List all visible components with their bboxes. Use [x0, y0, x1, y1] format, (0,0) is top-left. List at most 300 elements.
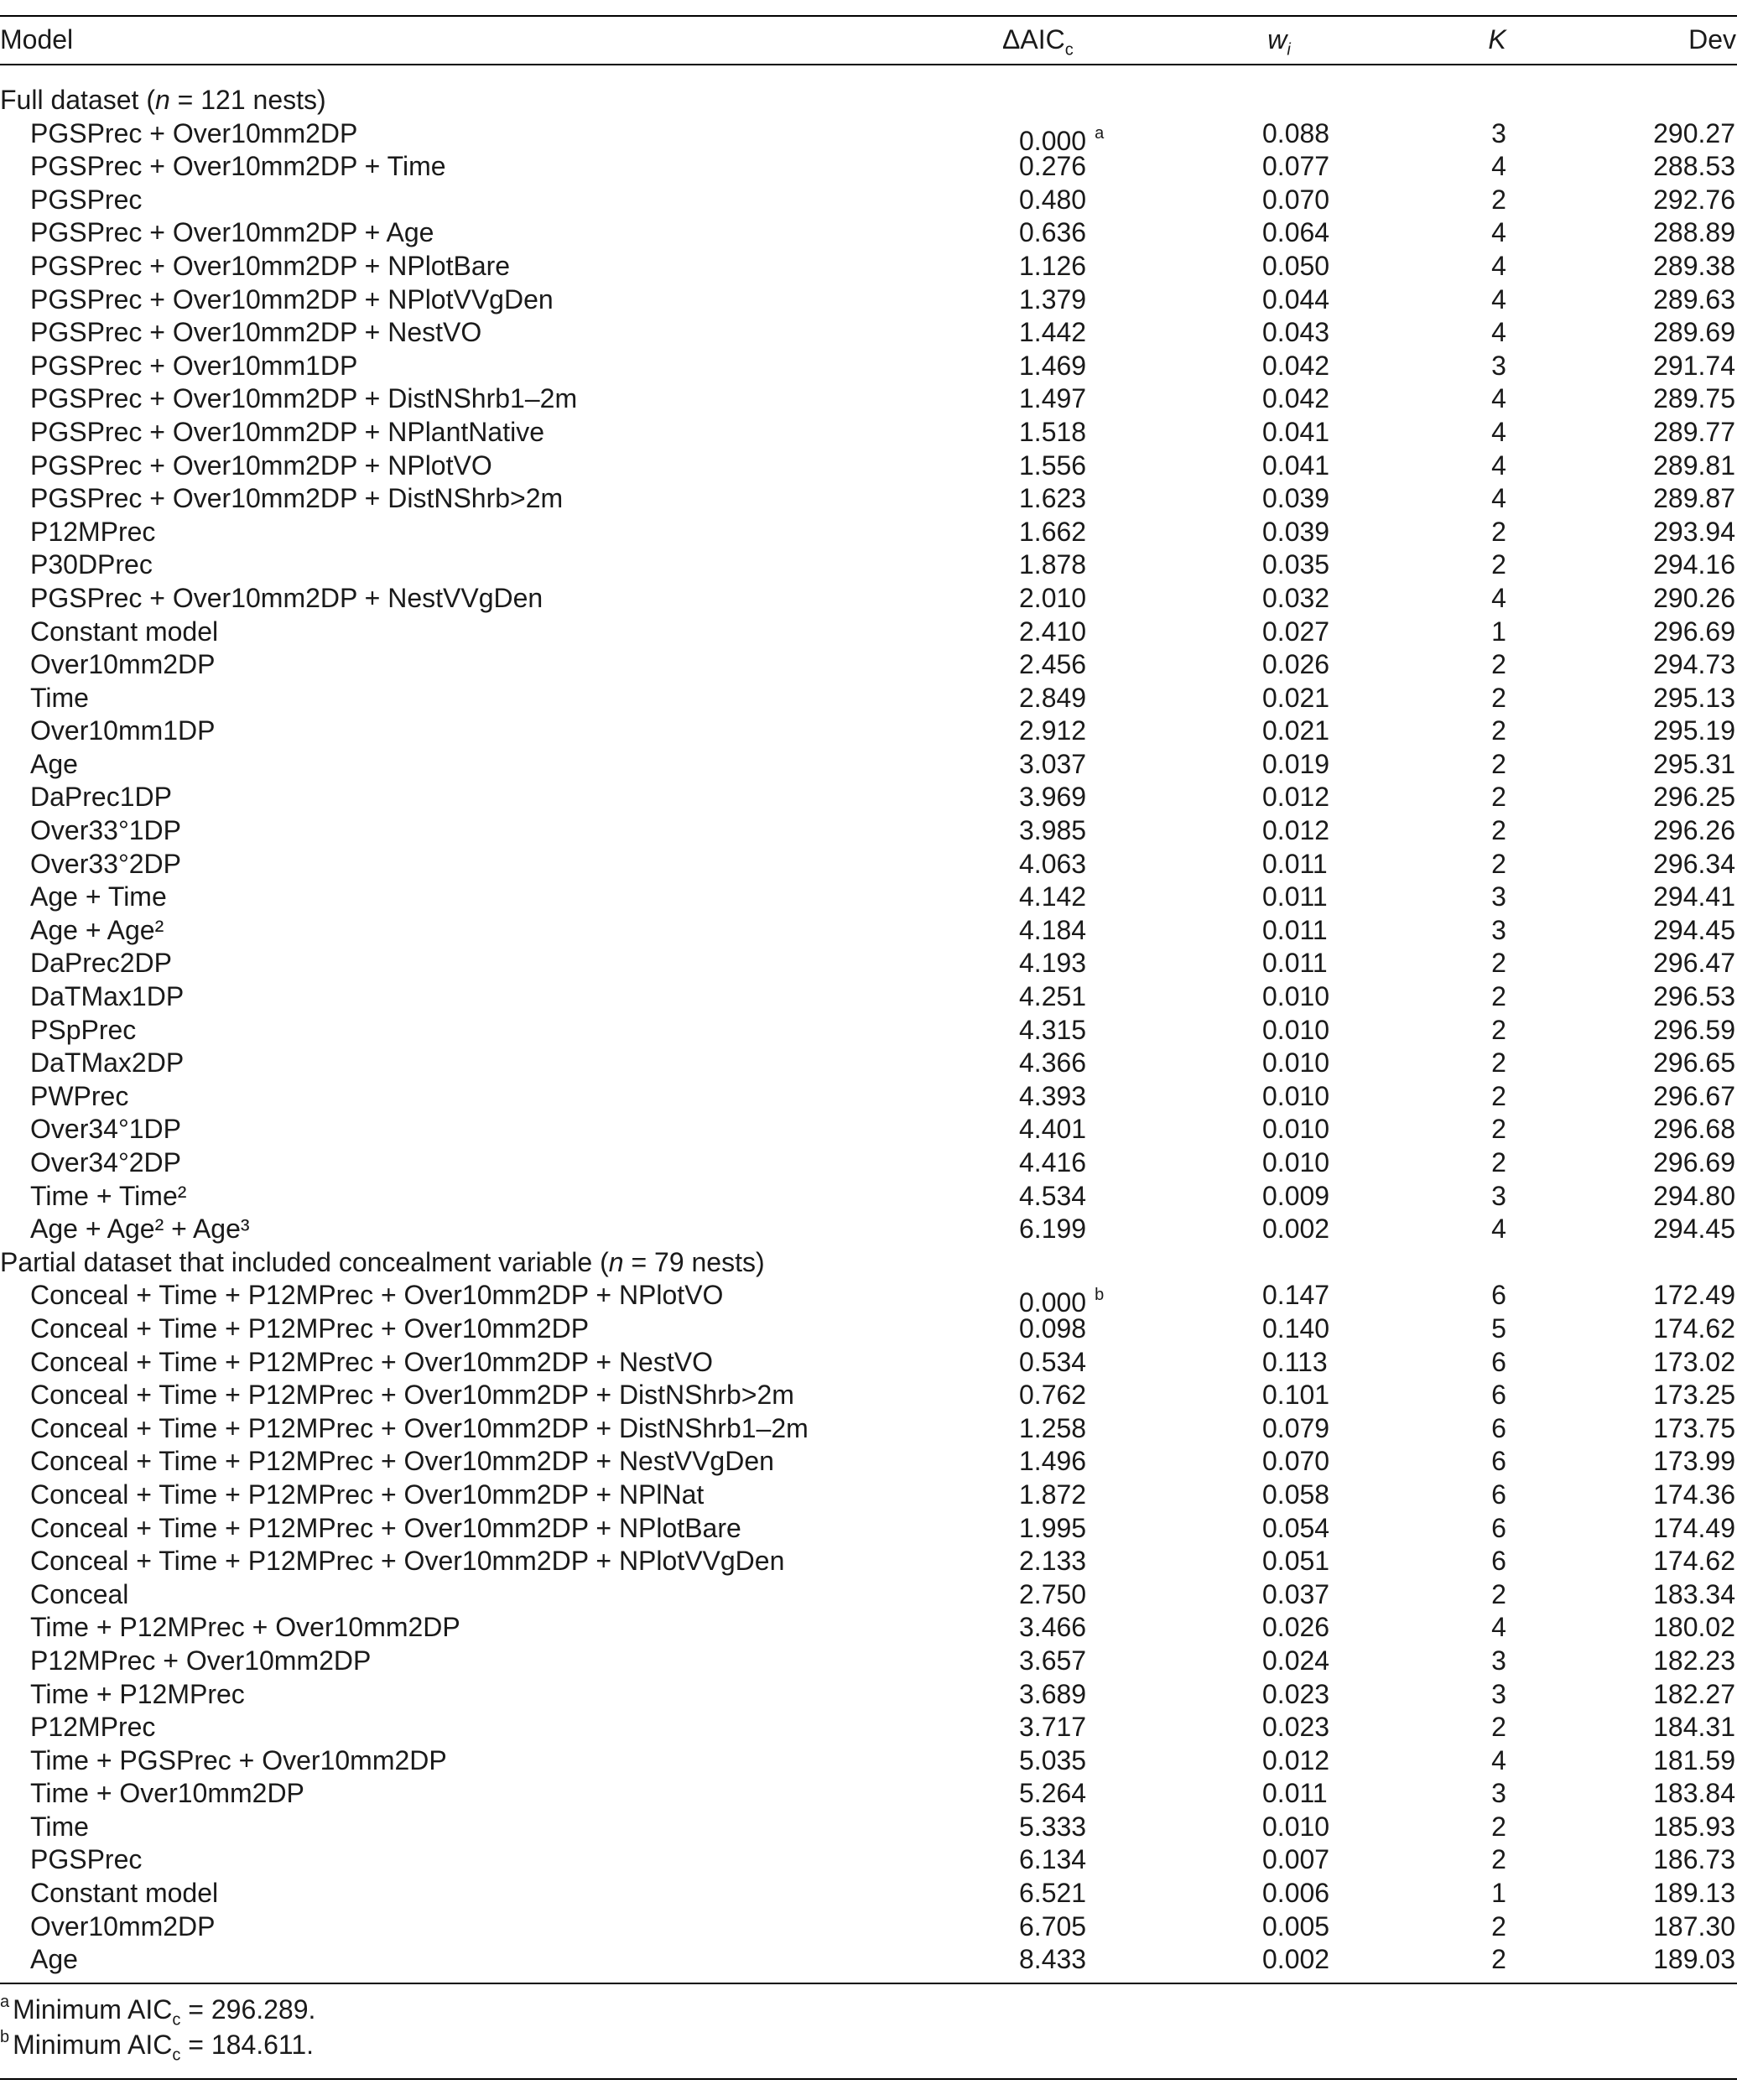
weight-cell — [1262, 1346, 1329, 1380]
header-dev: Dev — [1688, 24, 1736, 55]
weight-cell — [1262, 648, 1329, 682]
footnote-a — [0, 1993, 316, 2030]
deviance-cell-text: 173.99 — [1653, 1446, 1735, 1477]
table-row — [0, 382, 1737, 416]
deviance-cell — [1594, 1080, 1735, 1114]
weight-cell-text: 0.044 — [1262, 283, 1330, 314]
k-cell — [1486, 316, 1511, 350]
delta-aicc-cell — [1019, 382, 1145, 416]
deviance-cell-text: 293.94 — [1653, 516, 1735, 547]
table-row — [0, 980, 1737, 1014]
delta-aicc-cell-text: 1.556 — [1019, 450, 1087, 481]
weight-cell-text: 0.010 — [1262, 1080, 1330, 1111]
model-cell — [30, 1777, 304, 1811]
k-cell — [1486, 416, 1511, 450]
weight-cell-text: 0.039 — [1262, 483, 1330, 514]
delta-aicc-cell — [1019, 482, 1145, 516]
weight-cell — [1262, 548, 1329, 582]
weight-cell — [1262, 1312, 1329, 1346]
section-label-n: n — [154, 85, 170, 115]
weight-cell-text: 0.050 — [1262, 250, 1330, 281]
table-row — [0, 1843, 1737, 1877]
delta-aicc-cell-text: 1.623 — [1019, 483, 1087, 514]
k-cell-text: 2 — [1491, 1811, 1506, 1842]
delta-aicc-cell-text: 1.497 — [1019, 383, 1087, 414]
deviance-cell — [1594, 1578, 1735, 1612]
weight-cell — [1262, 450, 1329, 483]
deviance-cell-text: 296.53 — [1653, 981, 1735, 1012]
k-cell — [1486, 1113, 1511, 1146]
model-cell-text: PGSPrec — [30, 184, 143, 215]
model-cell-text: Conceal + Time + P12MPrec + Over10mm2DP + NPlotVVgDen — [30, 1546, 785, 1577]
delta-aicc-cell — [1019, 1445, 1145, 1479]
model-cell — [30, 283, 554, 317]
weight-cell — [1262, 682, 1329, 715]
k-cell — [1486, 748, 1511, 782]
header-k: K — [1488, 24, 1506, 55]
model-cell — [30, 616, 218, 649]
delta-aicc-cell — [1019, 1877, 1145, 1910]
table-row — [0, 416, 1737, 450]
k-cell-text: 6 — [1491, 1280, 1506, 1311]
model-cell-text: PGSPrec + Over10mm2DP + Age — [30, 217, 434, 248]
model-cell — [30, 881, 167, 914]
delta-aicc-cell-text: 0.534 — [1019, 1346, 1087, 1377]
delta-aicc-cell — [1019, 1213, 1145, 1246]
deviance-cell-text: 289.63 — [1653, 283, 1735, 314]
model-cell — [30, 748, 78, 782]
k-cell — [1486, 1910, 1511, 1944]
model-cell — [30, 1645, 371, 1678]
model-cell-text: Time + Time² — [30, 1180, 187, 1211]
k-cell — [1486, 216, 1511, 250]
delta-aicc-cell-text: 4.142 — [1019, 881, 1087, 912]
weight-cell — [1262, 350, 1329, 383]
k-cell — [1486, 616, 1511, 649]
deviance-cell — [1594, 1146, 1735, 1180]
delta-aicc-cell — [1019, 1146, 1145, 1180]
k-cell-text: 4 — [1491, 151, 1506, 182]
weight-cell-text: 0.054 — [1262, 1512, 1330, 1543]
table-row — [0, 1910, 1737, 1944]
k-cell-text: 2 — [1491, 1114, 1506, 1145]
model-cell-text: Time + Over10mm2DP — [30, 1778, 304, 1809]
deviance-cell-text: 185.93 — [1653, 1811, 1735, 1842]
model-cell-text: Over33°1DP — [30, 815, 181, 846]
model-cell — [30, 184, 142, 217]
table-body — [0, 84, 1737, 1977]
deviance-cell — [1594, 1113, 1735, 1146]
weight-cell-text: 0.012 — [1262, 815, 1330, 846]
deviance-cell — [1594, 1279, 1735, 1312]
k-cell-text: 2 — [1491, 748, 1506, 779]
delta-aicc-cell — [1019, 582, 1145, 616]
model-cell — [30, 914, 164, 948]
model-cell — [30, 1877, 218, 1910]
section-label — [0, 1246, 765, 1280]
deviance-cell — [1594, 382, 1735, 416]
table-row — [0, 1412, 1737, 1446]
weight-cell-text: 0.011 — [1262, 848, 1328, 879]
k-cell-text: 2 — [1491, 848, 1506, 879]
k-cell-text: 3 — [1491, 1778, 1506, 1809]
delta-aicc-cell-text: 0.276 — [1019, 151, 1087, 182]
weight-cell — [1262, 283, 1329, 317]
k-cell-text: 6 — [1491, 1346, 1506, 1377]
deviance-cell-text: 295.31 — [1653, 748, 1735, 779]
delta-aicc-cell — [1019, 1843, 1145, 1877]
table-row — [0, 250, 1737, 283]
deviance-cell — [1594, 682, 1735, 715]
delta-aicc-cell — [1019, 1080, 1145, 1114]
k-cell — [1486, 1843, 1511, 1877]
model-cell — [30, 848, 181, 881]
deviance-cell — [1594, 1512, 1735, 1546]
k-cell-text: 2 — [1491, 1578, 1506, 1609]
k-cell-text: 4 — [1491, 1744, 1506, 1775]
deviance-cell-text: 288.89 — [1653, 217, 1735, 248]
weight-cell-text: 0.006 — [1262, 1878, 1330, 1909]
model-cell-text: Age — [30, 748, 78, 779]
k-cell — [1486, 1279, 1511, 1312]
table-row — [0, 1645, 1737, 1678]
model-cell — [30, 1479, 704, 1512]
weight-cell-text: 0.023 — [1262, 1678, 1330, 1709]
model-cell-text: Time — [30, 682, 89, 713]
k-cell-text: 4 — [1491, 416, 1506, 447]
delta-aicc-cell-text: 2.456 — [1019, 649, 1087, 680]
footnote-a-mark: a — [0, 1993, 10, 2011]
deviance-cell-text: 173.02 — [1653, 1346, 1735, 1377]
k-cell — [1486, 914, 1511, 948]
k-cell — [1486, 1611, 1511, 1645]
k-cell — [1486, 150, 1511, 184]
table-row — [0, 947, 1737, 980]
weight-cell — [1262, 1744, 1329, 1778]
delta-aicc-cell — [1019, 1910, 1145, 1944]
deviance-cell — [1594, 1611, 1735, 1645]
deviance-cell — [1594, 582, 1735, 616]
section-header-row — [0, 1246, 1737, 1280]
model-cell — [30, 1080, 128, 1114]
deviance-cell-text: 183.84 — [1653, 1778, 1735, 1809]
deviance-cell — [1594, 848, 1735, 881]
footnote-marker: b — [1095, 1286, 1105, 1305]
deviance-cell — [1594, 482, 1735, 516]
weight-cell-text: 0.010 — [1262, 1014, 1330, 1045]
delta-aicc-cell — [1019, 416, 1145, 450]
deviance-cell-text: 290.27 — [1653, 117, 1735, 148]
k-cell-text: 4 — [1491, 217, 1506, 248]
delta-aicc-cell-text: 5.333 — [1019, 1811, 1087, 1842]
weight-cell — [1262, 1279, 1329, 1312]
deviance-cell — [1594, 150, 1735, 184]
k-cell-text: 2 — [1491, 815, 1506, 846]
k-cell-text: 4 — [1491, 483, 1506, 514]
delta-aicc-cell — [1019, 1312, 1145, 1346]
weight-cell-text: 0.041 — [1262, 450, 1330, 481]
deviance-cell — [1594, 1445, 1735, 1479]
delta-aicc-cell — [1019, 1645, 1145, 1678]
table-row — [0, 1080, 1737, 1114]
k-cell-text: 6 — [1491, 1412, 1506, 1443]
delta-aicc-cell-text: 1.518 — [1019, 416, 1087, 447]
deviance-cell-text: 296.69 — [1653, 616, 1735, 647]
deviance-cell-text: 289.87 — [1653, 483, 1735, 514]
model-cell-text: Age + Time — [30, 881, 167, 912]
model-cell-text: P30DPrec — [30, 549, 153, 580]
model-cell — [30, 1346, 713, 1380]
model-cell — [30, 482, 563, 516]
model-cell — [30, 1578, 128, 1612]
deviance-cell — [1594, 1379, 1735, 1412]
weight-cell-text: 0.140 — [1262, 1312, 1330, 1344]
weight-cell-text: 0.070 — [1262, 1446, 1330, 1477]
k-cell-text: 4 — [1491, 383, 1506, 414]
model-cell — [30, 216, 434, 250]
delta-aicc-cell-text: 1.995 — [1019, 1512, 1087, 1543]
model-cell-text: Over10mm2DP — [30, 1910, 216, 1941]
k-cell — [1486, 1578, 1511, 1612]
table-row — [0, 1711, 1737, 1744]
delta-aicc-cell-text: 5.264 — [1019, 1778, 1087, 1809]
k-cell — [1486, 1512, 1511, 1546]
k-cell — [1486, 482, 1511, 516]
weight-cell-text: 0.026 — [1262, 649, 1330, 680]
deviance-cell — [1594, 1180, 1735, 1214]
table-row — [0, 450, 1737, 483]
model-cell-text: Time + P12MPrec + Over10mm2DP — [30, 1612, 460, 1643]
delta-aicc-cell — [1019, 1678, 1145, 1712]
header-wi — [1254, 20, 1304, 59]
delta-aicc-cell — [1019, 250, 1145, 283]
deviance-cell-text: 182.23 — [1653, 1645, 1735, 1676]
deviance-cell — [1594, 1014, 1735, 1047]
footnote-b-mark: b — [0, 2028, 10, 2046]
delta-aicc-cell — [1019, 980, 1145, 1014]
model-cell — [30, 715, 216, 748]
delta-aicc-cell-text: 1.469 — [1019, 350, 1087, 381]
deviance-cell-text: 294.41 — [1653, 881, 1735, 912]
weight-cell-text: 0.011 — [1262, 948, 1328, 979]
model-cell-text: PWPrec — [30, 1080, 129, 1111]
header-rule — [0, 64, 1737, 65]
weight-cell — [1262, 814, 1329, 848]
k-cell-text: 3 — [1491, 117, 1506, 148]
k-cell — [1486, 1711, 1511, 1744]
k-cell — [1486, 1479, 1511, 1512]
weight-cell-text: 0.026 — [1262, 1612, 1330, 1643]
k-cell — [1486, 814, 1511, 848]
deviance-cell — [1594, 1943, 1735, 1977]
table-row — [0, 482, 1737, 516]
delta-aicc-cell-text: 6.705 — [1019, 1910, 1087, 1941]
weight-cell — [1262, 1047, 1329, 1080]
weight-cell — [1262, 616, 1329, 649]
k-cell-text: 2 — [1491, 1712, 1506, 1743]
k-cell — [1486, 881, 1511, 914]
model-cell — [30, 1512, 741, 1546]
deviance-cell-text: 180.02 — [1653, 1612, 1735, 1643]
delta-aicc-cell-text: 8.433 — [1019, 1944, 1087, 1975]
deviance-cell-text: 184.31 — [1653, 1712, 1735, 1743]
header-delta-aicc-sub: c — [1064, 40, 1074, 60]
header-wi-text: w — [1267, 24, 1287, 55]
weight-cell — [1262, 1512, 1329, 1546]
weight-cell-text: 0.010 — [1262, 1114, 1330, 1145]
k-cell-text: 2 — [1491, 649, 1506, 680]
deviance-cell-text: 294.73 — [1653, 649, 1735, 680]
deviance-cell — [1594, 516, 1735, 549]
k-cell-text: 4 — [1491, 250, 1506, 281]
deviance-cell-text: 288.53 — [1653, 151, 1735, 182]
weight-cell — [1262, 1213, 1329, 1246]
delta-aicc-cell-text: 3.969 — [1019, 782, 1087, 813]
k-cell — [1486, 1811, 1511, 1844]
deviance-cell-text: 186.73 — [1653, 1844, 1735, 1875]
k-cell-text: 1 — [1491, 616, 1506, 647]
k-cell — [1486, 1545, 1511, 1578]
weight-cell — [1262, 781, 1329, 814]
table-row — [0, 1014, 1737, 1047]
deviance-cell — [1594, 1346, 1735, 1380]
delta-aicc-cell-text: 4.366 — [1019, 1047, 1087, 1079]
model-cell-text: DaTMax2DP — [30, 1047, 185, 1079]
model-cell — [30, 1279, 723, 1312]
weight-cell — [1262, 516, 1329, 549]
weight-cell-text: 0.009 — [1262, 1180, 1330, 1211]
weight-cell-text: 0.021 — [1262, 715, 1330, 746]
delta-aicc-cell-text: 4.401 — [1019, 1114, 1087, 1145]
table-row — [0, 350, 1737, 383]
delta-aicc-cell — [1019, 1943, 1145, 1977]
deviance-cell-text: 174.36 — [1653, 1479, 1735, 1510]
k-cell-text: 4 — [1491, 1612, 1506, 1643]
k-cell-text: 2 — [1491, 1944, 1506, 1975]
table-row — [0, 1545, 1737, 1578]
k-cell-text: 3 — [1491, 350, 1506, 381]
weight-cell — [1262, 914, 1329, 948]
weight-cell-text: 0.023 — [1262, 1712, 1330, 1743]
deviance-cell — [1594, 648, 1735, 682]
deviance-cell-text: 295.19 — [1653, 715, 1735, 746]
top-rule — [0, 15, 1737, 17]
k-cell — [1486, 715, 1511, 748]
footnote-a-sub: c — [172, 2010, 181, 2030]
delta-aicc-cell-text: 4.416 — [1019, 1147, 1087, 1177]
weight-cell — [1262, 1943, 1329, 1977]
deviance-cell-text: 182.27 — [1653, 1678, 1735, 1709]
k-cell-text: 1 — [1491, 1878, 1506, 1909]
deviance-cell-text: 295.13 — [1653, 682, 1735, 713]
table-row — [0, 1512, 1737, 1546]
weight-cell-text: 0.042 — [1262, 383, 1330, 414]
k-cell-text: 2 — [1491, 981, 1506, 1012]
table-row — [0, 1213, 1737, 1246]
model-cell — [30, 1445, 774, 1479]
deviance-cell — [1594, 881, 1735, 914]
deviance-cell-text: 296.65 — [1653, 1047, 1735, 1079]
weight-cell — [1262, 1545, 1329, 1578]
k-cell — [1486, 516, 1511, 549]
weight-cell — [1262, 1479, 1329, 1512]
weight-cell-text: 0.012 — [1262, 782, 1330, 813]
weight-cell — [1262, 715, 1329, 748]
model-cell-text: PGSPrec + Over10mm2DP + DistNShrb1–2m — [30, 383, 578, 414]
deviance-cell-text: 296.26 — [1653, 815, 1735, 846]
deviance-cell-text: 296.25 — [1653, 782, 1735, 813]
k-cell — [1486, 382, 1511, 416]
k-cell-text: 6 — [1491, 1380, 1506, 1411]
deviance-cell-text: 294.16 — [1653, 549, 1735, 580]
delta-aicc-cell-text: 4.251 — [1019, 981, 1087, 1012]
deviance-cell-text: 289.75 — [1653, 383, 1735, 414]
weight-cell-text: 0.077 — [1262, 151, 1330, 182]
deviance-cell-text: 296.68 — [1653, 1114, 1735, 1145]
model-cell — [30, 1711, 155, 1744]
k-cell-text: 4 — [1491, 450, 1506, 481]
model-cell — [30, 1213, 250, 1246]
delta-aicc-cell-text: 4.063 — [1019, 848, 1087, 879]
k-cell — [1486, 548, 1511, 582]
delta-aicc-cell — [1019, 1811, 1145, 1844]
weight-cell — [1262, 1811, 1329, 1844]
table-row — [0, 150, 1737, 184]
deviance-cell-text: 292.76 — [1653, 184, 1735, 215]
deviance-cell — [1594, 1412, 1735, 1446]
model-cell-text: Conceal + Time + P12MPrec + Over10mm2DP + NPlotBare — [30, 1512, 741, 1543]
k-cell-text: 6 — [1491, 1446, 1506, 1477]
model-cell — [30, 1910, 216, 1944]
weight-cell-text: 0.037 — [1262, 1578, 1330, 1609]
k-cell-text: 4 — [1491, 582, 1506, 613]
model-cell-text: DaPrec1DP — [30, 782, 172, 813]
deviance-cell — [1594, 416, 1735, 450]
k-cell-text: 3 — [1491, 1645, 1506, 1676]
k-cell-text: 2 — [1491, 715, 1506, 746]
model-cell-text: Conceal — [30, 1578, 129, 1609]
footnote-marker: a — [1095, 123, 1105, 143]
delta-aicc-cell — [1019, 1014, 1145, 1047]
delta-aicc-cell — [1019, 450, 1145, 483]
delta-aicc-cell-text: 1.872 — [1019, 1479, 1087, 1510]
deviance-cell-text: 296.47 — [1653, 948, 1735, 979]
deviance-cell — [1594, 117, 1735, 151]
k-cell-text: 3 — [1491, 1678, 1506, 1709]
delta-aicc-cell — [1019, 947, 1145, 980]
delta-aicc-cell — [1019, 1346, 1145, 1380]
k-cell — [1486, 1080, 1511, 1114]
delta-aicc-cell — [1019, 781, 1145, 814]
delta-aicc-cell-text: 4.193 — [1019, 948, 1087, 979]
deviance-cell — [1594, 980, 1735, 1014]
model-cell-text: Age + Age² + Age³ — [30, 1214, 250, 1245]
k-cell — [1486, 1777, 1511, 1811]
deviance-cell — [1594, 250, 1735, 283]
table-row — [0, 117, 1737, 156]
deviance-cell-text: 172.49 — [1653, 1280, 1735, 1311]
delta-aicc-cell — [1019, 350, 1145, 383]
delta-aicc-cell — [1019, 914, 1145, 948]
deviance-cell-text: 290.26 — [1653, 582, 1735, 613]
table-row — [0, 914, 1737, 948]
weight-cell — [1262, 150, 1329, 184]
table-row — [0, 1479, 1737, 1512]
model-cell — [30, 1611, 460, 1645]
deviance-cell — [1594, 283, 1735, 317]
weight-cell — [1262, 117, 1329, 151]
delta-aicc-cell-text: 3.985 — [1019, 815, 1087, 846]
